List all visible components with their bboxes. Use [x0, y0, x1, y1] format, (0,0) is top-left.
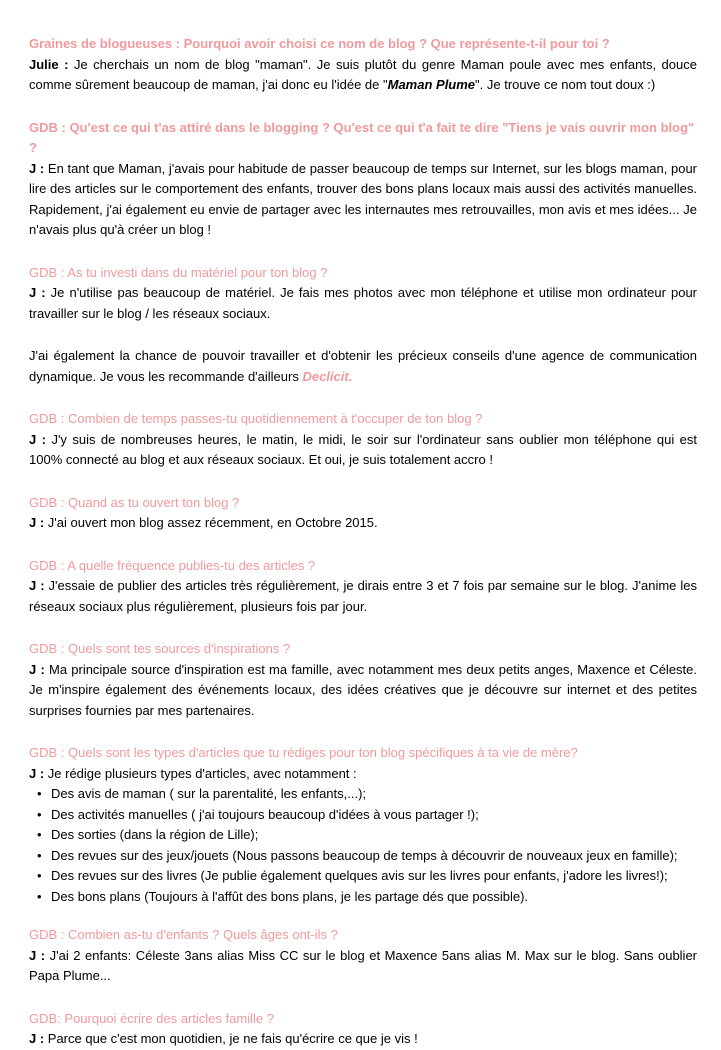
- answer-text: Je n'utilise pas beaucoup de matériel. Je fais mes photos avec mon téléphone et utilise mon ordinateur pour travailler sur le blog / les réseaux sociaux.: [29, 285, 698, 321]
- answer-text: Je rédige plusieurs types d'articles, avec notamment :: [44, 765, 357, 781]
- answer-text: Je cherchais un nom de blog "maman". Je suis plutôt du genre Maman poule avec mes enfants, douce comme sûrement beaucoup de maman, j'ai donc eu l'idée de ": [29, 56, 697, 92]
- answer: [29, 576, 697, 617]
- speaker-label: J :: [29, 160, 45, 176]
- speaker-label: J :: [29, 661, 45, 677]
- list-item: • Des activités manuelles ( j'ai toujours beaucoup d'idées à vous partager !);: [37, 805, 697, 826]
- question: GDB : As tu investi dans du matériel pour ton blog ?: [29, 264, 328, 280]
- bullet-icon: •: [37, 868, 42, 883]
- bullet-icon: •: [37, 806, 42, 822]
- answer-text: ". Je trouve ce nom tout doux :): [475, 77, 656, 92]
- question: GDB : Combien as-tu d'enfants ? Quels âges ont-ils ?: [29, 927, 338, 942]
- answer: [29, 1029, 697, 1050]
- qa-block: [29, 1009, 697, 1050]
- qa-block: [29, 925, 697, 987]
- qa-block: [29, 34, 697, 96]
- qa-block: [29, 639, 697, 721]
- qa-block: [29, 409, 697, 471]
- list-item: • Des revues sur des livres (Je publie également quelques avis sur les livres pour enfants, j'adore les livres!);: [37, 866, 697, 887]
- bullet-icon: •: [37, 847, 42, 863]
- speaker-label: J :: [29, 515, 45, 530]
- question: GDB : Qu'est ce qui t'as attiré dans le blogging ? Qu'est ce qui t'a fait te dire "Tiens je vais ouvrir mon blog" ?: [29, 119, 695, 155]
- bullet-icon: •: [37, 888, 42, 904]
- speaker-label: J :: [29, 578, 45, 593]
- answer: [29, 55, 697, 96]
- qa-block: [29, 556, 697, 618]
- qa-block: [29, 118, 697, 241]
- qa-block: [29, 263, 697, 388]
- bullet-icon: •: [37, 786, 42, 801]
- speaker-label: J :: [29, 765, 45, 781]
- speaker-label: J :: [29, 431, 46, 447]
- list-item: • Des avis de maman ( sur la parentalité, les enfants,...);: [37, 784, 697, 805]
- answer-text: J'y suis de nombreuses heures, le matin, le midi, le soir sur l'ordinateur sans oublier mon téléphone qui est 100% connecté au blog et aux réseaux sociaux. Et oui, je suis totalement accro !: [29, 431, 697, 467]
- question: GDB : Quels sont les types d'articles que tu rédiges pour ton blog spécifiques à ta vie de mère?: [29, 745, 578, 760]
- answer-text: Ma principale source d'inspiration est ma famille, avec notamment mes deux petits anges, Maxence et Céleste. Je m'inspire également des événements locaux, des idées créatives que je découvre sur internet et des petites surprises fournies par mes partenaires.: [29, 661, 698, 718]
- blog-name: Maman Plume: [387, 77, 476, 92]
- speaker-label: J :: [29, 1031, 45, 1046]
- speaker-label: J :: [29, 947, 46, 963]
- question: GDB : Quand as tu ouvert ton blog ?: [29, 494, 240, 510]
- question: GDB : Combien de temps passes-tu quotidiennement à t'occuper de ton blog ?: [29, 411, 483, 426]
- article-types-list: [29, 784, 697, 907]
- answer: [29, 513, 697, 534]
- list-item: • Des revues sur des jeux/jouets (Nous passons beaucoup de temps à découvrir de nouveaux jeux en famille);: [37, 846, 697, 867]
- qa-block: [29, 493, 697, 534]
- answer-paragraph: [29, 346, 697, 387]
- answer: [29, 946, 697, 987]
- question: GDB: Pourquoi écrire des articles famille ?: [29, 1010, 274, 1026]
- qa-block: [29, 743, 697, 907]
- answer-text: J'essaie de publier des articles très régulièrement, je dirais entre 3 et 7 fois par semaine sur le blog. J'anime les réseaux sociaux plus régulièrement, plusieurs fois par jour.: [29, 578, 698, 614]
- answer-text: Parce que c'est mon quotidien, je ne fais qu'écrire ce que je vis !: [44, 1031, 418, 1046]
- bullet-icon: •: [37, 827, 42, 842]
- agency-link[interactable]: Declicit.: [302, 368, 353, 384]
- list-item: • Des bons plans (Toujours à l'affût des bons plans, je les partage dés que possible).: [37, 887, 697, 908]
- answer-text: J'ai également la chance de pouvoir travailler et d'obtenir les précieux conseils d'une agence de communication dynamique. Je vous les recommande d'ailleurs: [29, 348, 697, 384]
- answer-text: J'ai ouvert mon blog assez récemment, en Octobre 2015.: [44, 515, 378, 530]
- answer: [29, 660, 697, 722]
- question: GDB : Quels sont tes sources d'inspirations ?: [29, 641, 291, 656]
- speaker-label: Julie :: [29, 56, 69, 72]
- list-item: • Des sorties (dans la région de Lille);: [37, 825, 697, 846]
- answer: [29, 283, 697, 324]
- answer: [29, 764, 697, 785]
- answer-text: En tant que Maman, j'avais pour habitude de passer beaucoup de temps sur Internet, sur les blogs maman, pour lire des articles sur le comportement des enfants, trouver des bons plans locaux mais aussi des activités manuelles. Rapidement, j'ai également eu envie de partager avec les internautes mes retrouvailles, mon avis et mes idées... Je n'avais plus qu'à créer un blog !: [29, 160, 698, 237]
- answer: [29, 159, 697, 241]
- speaker-label: J :: [29, 285, 46, 300]
- question: GDB : A quelle fréquence publies-tu des articles ?: [29, 557, 316, 573]
- answer: [29, 430, 697, 471]
- question: Graines de blogueuses : Pourquoi avoir choisi ce nom de blog ? Que représente-t-il pour toi ?: [29, 36, 610, 51]
- answer-text: J'ai 2 enfants: Céleste 3ans alias Miss CC sur le blog et Maxence 5ans alias M. Max sur le blog. Sans oublier Papa Plume...: [29, 947, 698, 983]
